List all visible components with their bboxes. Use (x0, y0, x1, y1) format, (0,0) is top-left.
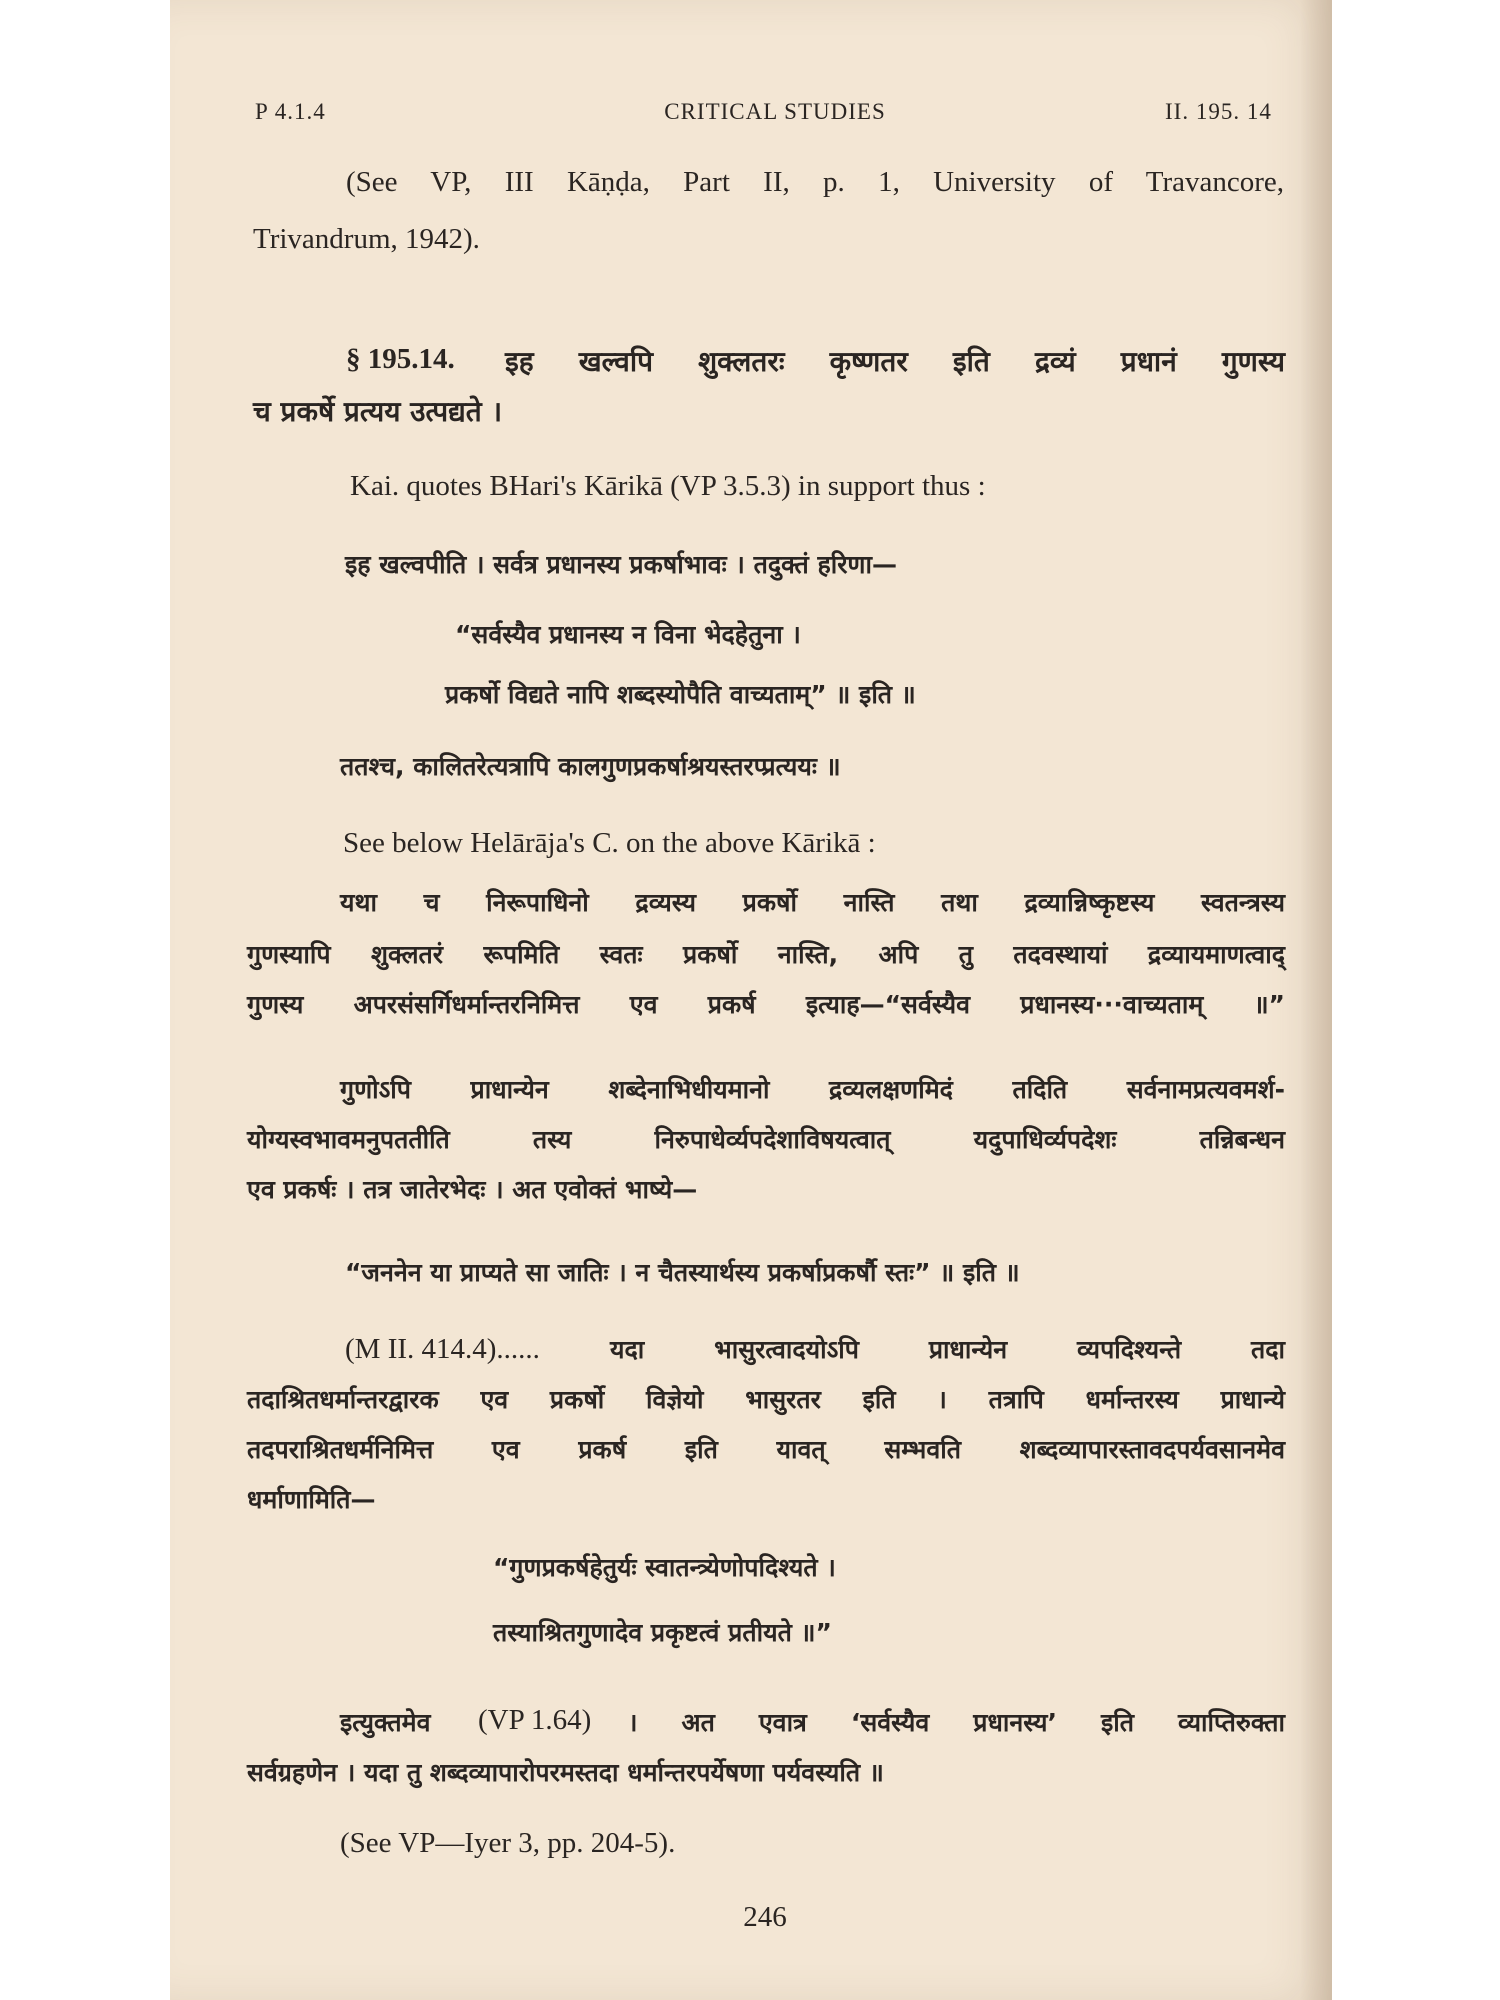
ityukta-vp-reference: (VP 1.64) (478, 1704, 592, 1736)
m-line-1-rest: यदा भासुरत्वादयोऽपि प्राधान्येन व्यपदिश्यन्ते तदा (610, 1335, 1285, 1364)
m-reference: (M II. 414.4)...... (345, 1333, 540, 1365)
section-number: § 195.14. (346, 343, 455, 375)
verse-1-line-1: “सर्वस्यैव प्रधानस्य न विना भेदहेतुना । (455, 620, 801, 649)
verse-1-line-2: प्रकर्षो विद्यते नापि शब्दस्योपैति वाच्यताम्” ॥ इति ॥ (445, 680, 916, 709)
guno-line-3: एव प्रकर्षः । तत्र जातेरभेदः । अत एवोक्तं भाष्ये— (247, 1175, 698, 1204)
header-right: II. 195. 14 (1165, 99, 1272, 124)
page-gutter-shadow (1300, 0, 1332, 2000)
verse-2-line-2: तस्याश्रितगुणादेव प्रकृष्टत्वं प्रतीयते ॥” (493, 1618, 832, 1647)
ityukta-line-2: सर्वग्रहणेन । यदा तु शब्दव्यापारोपरमस्तदा धर्मान्तरपर्येषणा पर्यवस्यति ॥ (247, 1758, 884, 1787)
section-sanskrit-line-2: च प्रकर्षे प्रत्यय उत्पद्यते । (253, 395, 503, 428)
header-left: P 4.1.4 (255, 99, 326, 124)
ityukta-start: इत्युक्तमेव (340, 1708, 431, 1737)
m-line-2: तदाश्रितधर्मान्तरद्वारक एव प्रकर्षो विज्ञेयो भासुरतर इति । तत्रापि धर्मान्तरस्य प्राधान्ये (247, 1385, 1285, 1414)
helaraja-intro: See below Helārāja's C. on the above Kārikā : (343, 827, 876, 859)
m-line-3: तदपराश्रितधर्मनिमित्त एव प्रकर्ष इति यावत् सम्भवति शब्दव्यापारस्तावदपर्यवसानमेव (247, 1435, 1285, 1464)
m-line-4: धर्माणामिति— (247, 1485, 376, 1514)
ityukta-line-1-rest: । अत एवात्र ‘सर्वस्यैव प्रधानस्य’ इति व्याप्तिरुक्ता (628, 1708, 1285, 1737)
guno-line-2: योग्यस्वभावमनुपततीति तस्य निरुपाधेर्व्यपदेशाविषयत्वात् यदुपाधिर्व्यपदेशः तन्निबन्धन (247, 1125, 1285, 1154)
helaraja-line-2: गुणस्यापि शुक्लतरं रूपमिति स्वतः प्रकर्षो नास्ति, अपि तु तदवस्थायां द्रव्यायमाणत्वाद् (247, 940, 1285, 969)
see-vp-line-1: (See VP, III Kāṇḍa, Part II, p. 1, University of Travancore, (346, 166, 1284, 198)
helaraja-line-3: गुणस्य अपरसंसर्गिधर्मान्तरनिमित्त एव प्रकर्ष इत्याह—“सर्वस्यैव प्रधानस्य···वाच्यताम् ॥” (247, 990, 1285, 1019)
verse-2-line-1: “गुणप्रकर्षहेतुर्यः स्वातन्त्र्येणोपदिश्यते । (493, 1553, 836, 1582)
see-vp-line-2: Trivandrum, 1942). (253, 223, 480, 255)
bhashya-quote: “जननेन या प्राप्यते सा जातिः । न चैतस्यार्थस्य प्रकर्षाप्रकर्षौ स्तः” ॥ इति ॥ (345, 1258, 1020, 1287)
kai-quote-intro: Kai. quotes BHari's Kārikā (VP 3.5.3) in support thus : (350, 470, 986, 502)
guno-line-1: गुणोऽपि प्राधान्येन शब्देनाभिधीयमानो द्रव्यलक्षणमिदं तदिति सर्वनामप्रत्यवमर्श- (340, 1075, 1285, 1104)
section-sanskrit-line-1: इह खल्वपि शुक्लतरः कृष्णतर इति द्रव्यं प्रधानं गुणस्य (505, 345, 1285, 378)
see-iyer-reference: (See VP—Iyer 3, pp. 204-5). (340, 1827, 676, 1859)
page-number: 246 (743, 1901, 787, 1933)
helaraja-line-1: यथा च निरूपाधिनो द्रव्यस्य प्रकर्षो नास्ति तथा द्रव्यान्निष्कृष्टस्य स्वतन्त्रस्य (340, 888, 1285, 917)
tatas-line: ततश्च, कालितरेत्यत्रापि कालगुणप्रकर्षाश्रयस्तरप्प्रत्ययः ॥ (340, 752, 841, 781)
header-title: CRITICAL STUDIES (664, 99, 886, 124)
kai-sanskrit-text: इह खल्वपीति । सर्वत्र प्रधानस्य प्रकर्षाभावः । तदुक्तं हरिणा— (345, 550, 897, 579)
